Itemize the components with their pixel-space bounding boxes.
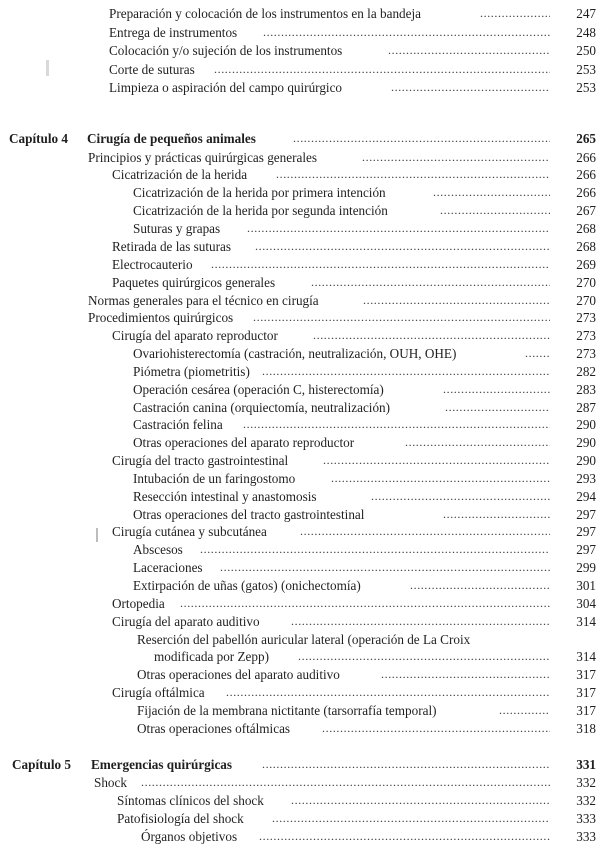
toc-entry	[0, 452, 600, 469]
scan-artifact	[96, 528, 98, 542]
toc-entry-page: 301	[576, 578, 596, 593]
dot-leader	[499, 702, 550, 719]
toc-entry	[0, 79, 600, 96]
toc-entry-page: 304	[576, 596, 596, 611]
toc-entry	[0, 327, 600, 344]
toc-entry-page: 250	[576, 43, 596, 58]
toc-entry	[0, 559, 600, 576]
toc-entry-page: 290	[576, 417, 596, 432]
dot-leader	[226, 684, 550, 701]
dot-leader	[263, 24, 550, 41]
dot-leader	[298, 648, 550, 665]
toc-entry-title: Otras operaciones del aparato auditivo	[137, 667, 340, 682]
dot-leader	[247, 220, 550, 237]
toc-entry-title: Piómetra (piometritis)	[133, 364, 250, 379]
chapter-page: 265	[576, 131, 596, 146]
toc-entry-title: Shock	[94, 775, 127, 790]
toc-entry-page: 266	[576, 185, 596, 200]
dot-leader	[141, 774, 550, 791]
toc-entry-page: 268	[576, 221, 596, 236]
dot-leader	[388, 42, 550, 59]
chapter-page: 331	[576, 757, 596, 772]
toc-entry-title: Cirugía oftálmica	[112, 685, 205, 700]
toc-entry-page: 314	[576, 614, 596, 629]
dot-leader	[313, 327, 550, 344]
toc-entry-title: Órganos objetivos	[141, 829, 238, 844]
toc-entry-page: 317	[576, 703, 596, 718]
dot-leader	[525, 345, 550, 362]
toc-entry	[0, 506, 600, 523]
toc-entry-title: Cirugía cutánea y subcutánea	[112, 524, 267, 539]
dot-leader	[322, 720, 550, 737]
dot-leader	[291, 792, 550, 809]
dot-leader	[410, 577, 550, 594]
chapter-label: Capítulo 5	[12, 757, 71, 772]
toc-entry-title: Intubación de un faringostomo	[133, 471, 296, 486]
dot-leader	[262, 363, 550, 380]
toc-entry-page: 317	[576, 685, 596, 700]
toc-entry	[0, 202, 600, 219]
toc-entry-title: Síntomas clínicos del shock	[117, 793, 264, 808]
toc-entry-title: Limpieza o aspiración del campo quirúrgico	[109, 80, 343, 95]
dot-leader	[362, 149, 550, 166]
toc-entry	[0, 345, 600, 362]
toc-entry	[0, 61, 600, 78]
toc-entry-page: 290	[576, 453, 596, 468]
toc-entry-title: Normas generales para el técnico en cirugía	[88, 293, 319, 308]
dot-leader	[272, 810, 550, 827]
toc-entry	[0, 24, 600, 41]
toc-entry-page: 332	[576, 793, 596, 808]
toc-entry-title: Cirugía del aparato reproductor	[112, 328, 278, 343]
toc-entry-title: Resección intestinal y anastomosis	[133, 489, 317, 504]
toc-entry-title: Cirugía del tracto gastrointestinal	[112, 453, 289, 468]
dot-leader	[253, 309, 550, 326]
toc-entry-page: 273	[576, 346, 596, 361]
toc-entry-page: 266	[576, 150, 596, 165]
toc-entry-title-continued: modificada por Zepp)	[154, 649, 269, 664]
toc-entry-page: 332	[576, 775, 596, 790]
toc-entry	[0, 166, 600, 183]
dot-leader	[433, 184, 550, 201]
toc-entry-title: Electrocauterio	[112, 257, 193, 272]
dot-leader	[243, 416, 550, 433]
toc-entry-title: Entrega de instrumentos	[109, 25, 238, 40]
toc-entry-title: Laceraciones	[133, 560, 203, 575]
toc-entry-page: 269	[576, 257, 596, 272]
toc-entry-title: Extirpación de uñas (gatos) (onichectomía)	[133, 578, 361, 593]
toc-entry-title: Otras operaciones del aparato reproductor	[133, 435, 355, 450]
dot-leader	[255, 238, 550, 255]
dot-leader	[293, 130, 550, 147]
toc-entry	[0, 363, 600, 380]
chapter-heading	[0, 130, 600, 147]
toc-entry-page: 290	[576, 435, 596, 450]
chapter-title: Cirugía de pequeños animales	[87, 131, 256, 146]
toc-entry-title: Retirada de las suturas	[112, 239, 232, 254]
toc-entry	[0, 792, 600, 809]
toc-entry-title: Colocación y/o sujeción de los instrumentos	[109, 43, 343, 58]
toc-entry	[0, 381, 600, 398]
dot-leader	[291, 613, 550, 630]
toc-entry-page: 318	[576, 721, 596, 736]
dot-leader	[214, 61, 550, 78]
toc-entry-title: Fijación de la membrana nictitante (tarsorrafía temporal)	[137, 703, 437, 718]
dot-leader	[480, 5, 550, 22]
toc-entry-title: Ortopedia	[112, 596, 165, 611]
toc-entry-page: 333	[576, 811, 596, 826]
toc-entry-title: Operación cesárea (operación C, histerectomía)	[133, 382, 384, 397]
toc-entry	[0, 470, 600, 487]
toc-entry-page: 314	[576, 649, 596, 664]
toc-entry-title: Preparación y colocación de los instrumentos en la bandeja	[109, 6, 421, 21]
toc-entry	[0, 488, 600, 505]
toc-entry	[0, 577, 600, 594]
dot-leader	[211, 256, 550, 273]
dot-leader	[300, 523, 550, 540]
dot-leader	[381, 666, 550, 683]
dot-leader	[323, 452, 550, 469]
dot-leader	[276, 166, 550, 183]
dot-leader	[363, 292, 550, 309]
toc-entry-page: 253	[576, 80, 596, 95]
toc-entry-page: 293	[576, 471, 596, 486]
dot-leader	[371, 488, 550, 505]
toc-entry	[0, 274, 600, 291]
toc-entry-title: Otras operaciones oftálmicas	[137, 721, 291, 736]
toc-entry	[0, 42, 600, 59]
chapter-heading	[0, 756, 600, 773]
scan-artifact	[46, 60, 49, 76]
toc-entry-page: 253	[576, 62, 596, 77]
dot-leader	[445, 399, 550, 416]
toc-entry	[0, 309, 600, 326]
toc-entry-page: 297	[576, 524, 596, 539]
toc-entry-page: 248	[576, 25, 596, 40]
toc-entry	[0, 828, 600, 845]
toc-entry-page: 333	[576, 829, 596, 844]
dot-leader	[200, 541, 550, 558]
toc-entry	[0, 5, 600, 22]
toc-entry-page: 267	[576, 203, 596, 218]
toc-entry-title: Otras operaciones del tracto gastrointestinal	[133, 507, 365, 522]
toc-entry	[0, 774, 600, 791]
toc-entry	[0, 684, 600, 701]
toc-entry-title: Cicatrización de la herida por segunda intención	[133, 203, 388, 218]
toc-entry-page: 273	[576, 310, 596, 325]
toc-entry	[0, 720, 600, 737]
toc-entry	[0, 648, 600, 665]
toc-entry	[0, 595, 600, 612]
toc-entry	[0, 399, 600, 416]
dot-leader	[220, 559, 550, 576]
toc-entry-page: 297	[576, 542, 596, 557]
toc-entry-page: 270	[576, 293, 596, 308]
toc-entry-title: Patofisiología del shock	[117, 811, 244, 826]
toc-entry-page: 317	[576, 667, 596, 682]
toc-entry-page: 268	[576, 239, 596, 254]
toc-entry-title: Castración felina	[133, 417, 223, 432]
toc-entry	[0, 666, 600, 683]
toc-entry	[0, 149, 600, 166]
toc-entry	[0, 292, 600, 309]
toc-entry-page: 299	[576, 560, 596, 575]
toc-entry-page: 270	[576, 275, 596, 290]
toc-entry	[0, 613, 600, 630]
dot-leader	[311, 274, 550, 291]
dot-leader	[443, 506, 550, 523]
toc-entry	[0, 220, 600, 237]
toc-entry-title: Castración canina (orquiectomía, neutralización)	[133, 400, 391, 415]
toc-entry-title: Abscesos	[133, 542, 183, 557]
toc-entry-title: Reserción del pabellón auricular lateral (operación de La Croix	[137, 632, 471, 647]
toc-entry-page: 287	[576, 400, 596, 415]
dot-leader	[405, 434, 550, 451]
chapter-title: Emergencias quirúrgicas	[91, 757, 233, 772]
dot-leader	[391, 79, 550, 96]
dot-leader	[259, 828, 550, 845]
toc-entry	[0, 702, 600, 719]
toc-entry-page: 282	[576, 364, 596, 379]
toc-entry-title: Suturas y grapas	[133, 221, 221, 236]
toc-entry	[0, 810, 600, 827]
dot-leader	[180, 595, 550, 612]
toc-entry-page: 283	[576, 382, 596, 397]
toc-entry	[0, 541, 600, 558]
toc-entry	[0, 416, 600, 433]
toc-entry-title: Cicatrización de la herida por primera intención	[133, 185, 386, 200]
toc-entry	[0, 523, 600, 540]
toc-entry	[0, 184, 600, 201]
toc-entry-title: Paquetes quirúrgicos generales	[112, 275, 276, 290]
dot-leader	[331, 470, 550, 487]
dot-leader	[262, 756, 550, 773]
toc-entry-title: Principios y prácticas quirúrgicas generales	[88, 150, 317, 165]
toc-entry-title: Cirugía del aparato auditivo	[112, 614, 260, 629]
dot-leader	[440, 202, 550, 219]
toc-entry-page: 247	[576, 6, 596, 21]
toc-entry-page: 266	[576, 167, 596, 182]
toc-entry-title: Procedimientos quirúrgicos	[88, 310, 234, 325]
toc-entry-title: Ovariohisterectomía (castración, neutralización, OUH, OHE)	[133, 346, 457, 361]
toc-entry	[0, 256, 600, 273]
toc-entry	[0, 434, 600, 451]
dot-leader	[443, 381, 550, 398]
toc-entry-page: 273	[576, 328, 596, 343]
chapter-label: Capítulo 4	[9, 131, 68, 146]
toc-entry-title: Cicatrización de la herida	[112, 167, 248, 182]
toc-entry	[0, 238, 600, 255]
toc-entry-page: 297	[576, 507, 596, 522]
toc-entry-title: Corte de suturas	[109, 62, 195, 77]
toc-entry-page: 294	[576, 489, 596, 504]
